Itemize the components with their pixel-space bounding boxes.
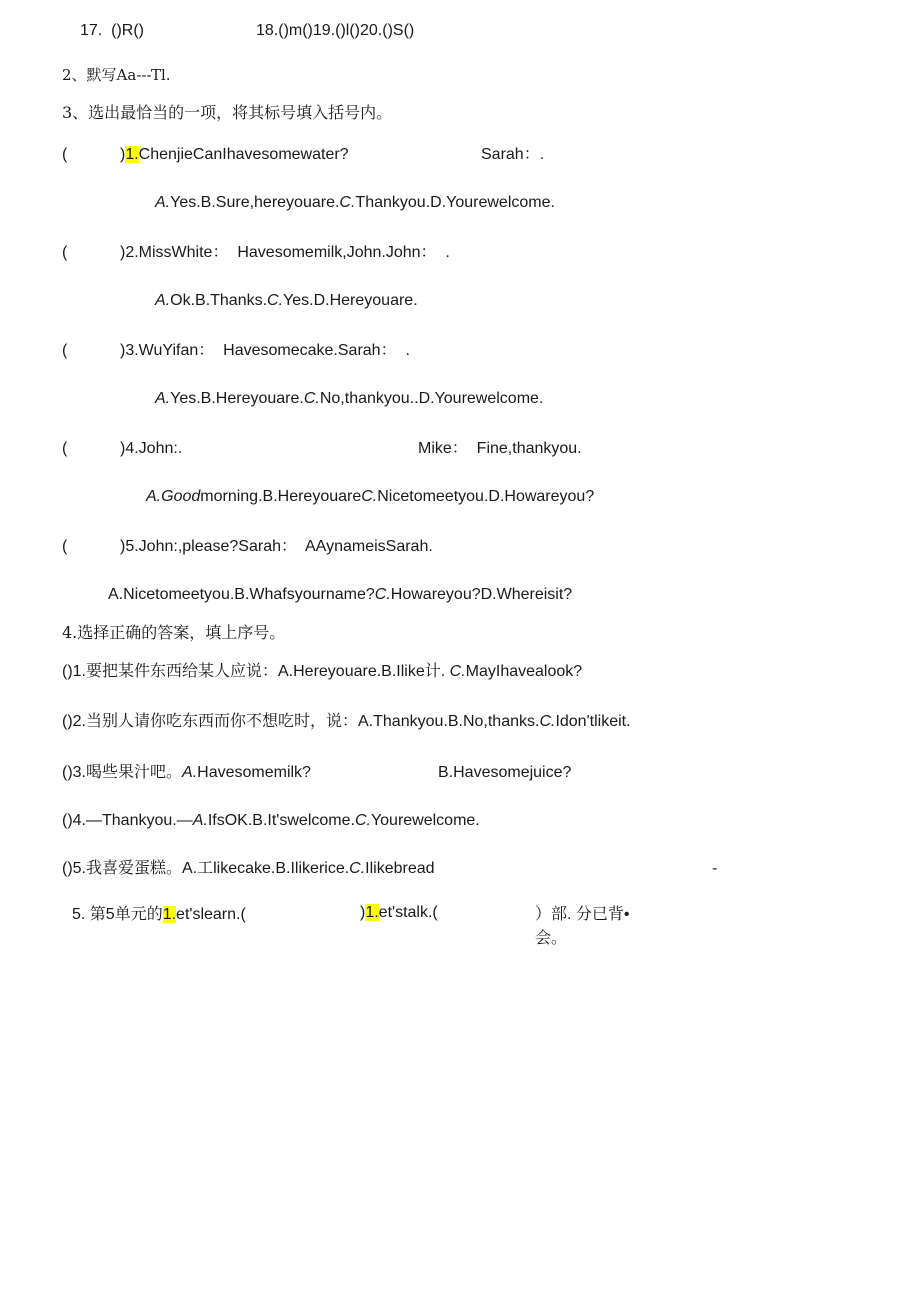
section-5-learn: 5. 第5单元的1.et'slearn.( — [72, 906, 246, 923]
item-1-reply: Sarah：. — [481, 146, 545, 163]
highlight-mark: 1. — [365, 904, 379, 921]
item-3-question: )3.WuYifan： Havesomecake.Sarah： . — [120, 342, 410, 359]
s4-item-5-dash: - — [712, 860, 718, 877]
item-4-question: )4.John:. — [120, 440, 183, 457]
item-3-paren: ( — [62, 342, 68, 359]
s4-item-3: ()3.喝些果汁吧。A.Havesomemilk? — [62, 764, 311, 781]
s4-item-5: ()5.我喜爱蛋糕。A.工likecake.B.Ilikerice.C.Ilikebread — [62, 860, 435, 877]
item-5-paren: ( — [62, 538, 68, 555]
item-2-paren: ( — [62, 244, 68, 261]
question-17: 17. ()R() — [80, 22, 144, 39]
item-4-options: A.Goodmorning.B.HereyouareC.Nicetomeetyou.D.Howareyou? — [146, 488, 595, 505]
item-2-question: )2.MissWhite： Havesomemilk,John.John： . — [120, 244, 450, 261]
section-4-title: 4.选择正确的答案，填上序号。 — [62, 623, 286, 642]
item-3-options: A.Yes.B.Hereyouare.C.No,thankyou..D.Yourewelcome. — [155, 390, 544, 407]
questions-18-20: 18.()m()19.()l()20.()S() — [256, 22, 415, 39]
item-4-reply: Mike： Fine,thankyou. — [418, 440, 582, 457]
section-3-title: 3、选出最恰当的一项，将其标号填入括号内。 — [62, 103, 393, 122]
item-2-options: A.Ok.B.Thanks.C.Yes.D.Hereyouare. — [155, 292, 418, 309]
item-1-paren: ( — [62, 146, 68, 163]
s4-item-2: ()2.当别人请你吃东西而你不想吃时，说：A.Thankyou.B.No,thanks.C.Idon'tlikeit. — [62, 713, 631, 730]
item-1-question: )1.ChenjieCanIhavesomewater? — [120, 146, 349, 163]
section-2-title: 2、默写Aa---Tl. — [62, 66, 171, 84]
s4-item-3-option-b: B.Havesomejuice? — [438, 764, 572, 781]
s4-item-1: ()1.要把某件东西给某人应说：A.Hereyouare.B.Ilike计. C.MayIhavealook? — [62, 663, 583, 680]
highlight-mark: 1. — [162, 906, 177, 923]
item-5-question: )5.John:,please?Sarah： AAynameisSarah. — [120, 538, 433, 555]
item-5-options: A.Nicetomeetyou.B.Whafsyourname?C.Howareyou?D.Whereisit? — [108, 586, 573, 603]
highlight-mark: 1. — [125, 146, 139, 163]
item-4-paren: ( — [62, 440, 68, 457]
item-1-options: A.Yes.B.Sure,hereyouare.C.Thankyou.D.Yourewelcome. — [155, 194, 555, 211]
s4-item-4: ()4.—Thankyou.—A.IfsOK.B.It'swelcome.C.Yourewelcome. — [62, 812, 480, 829]
section-5-talk: )1.et'stalk.( — [360, 904, 438, 921]
section-5-tail: ）部. 分已背• — [535, 906, 630, 923]
section-5-tail-2: 会。 — [535, 930, 568, 947]
